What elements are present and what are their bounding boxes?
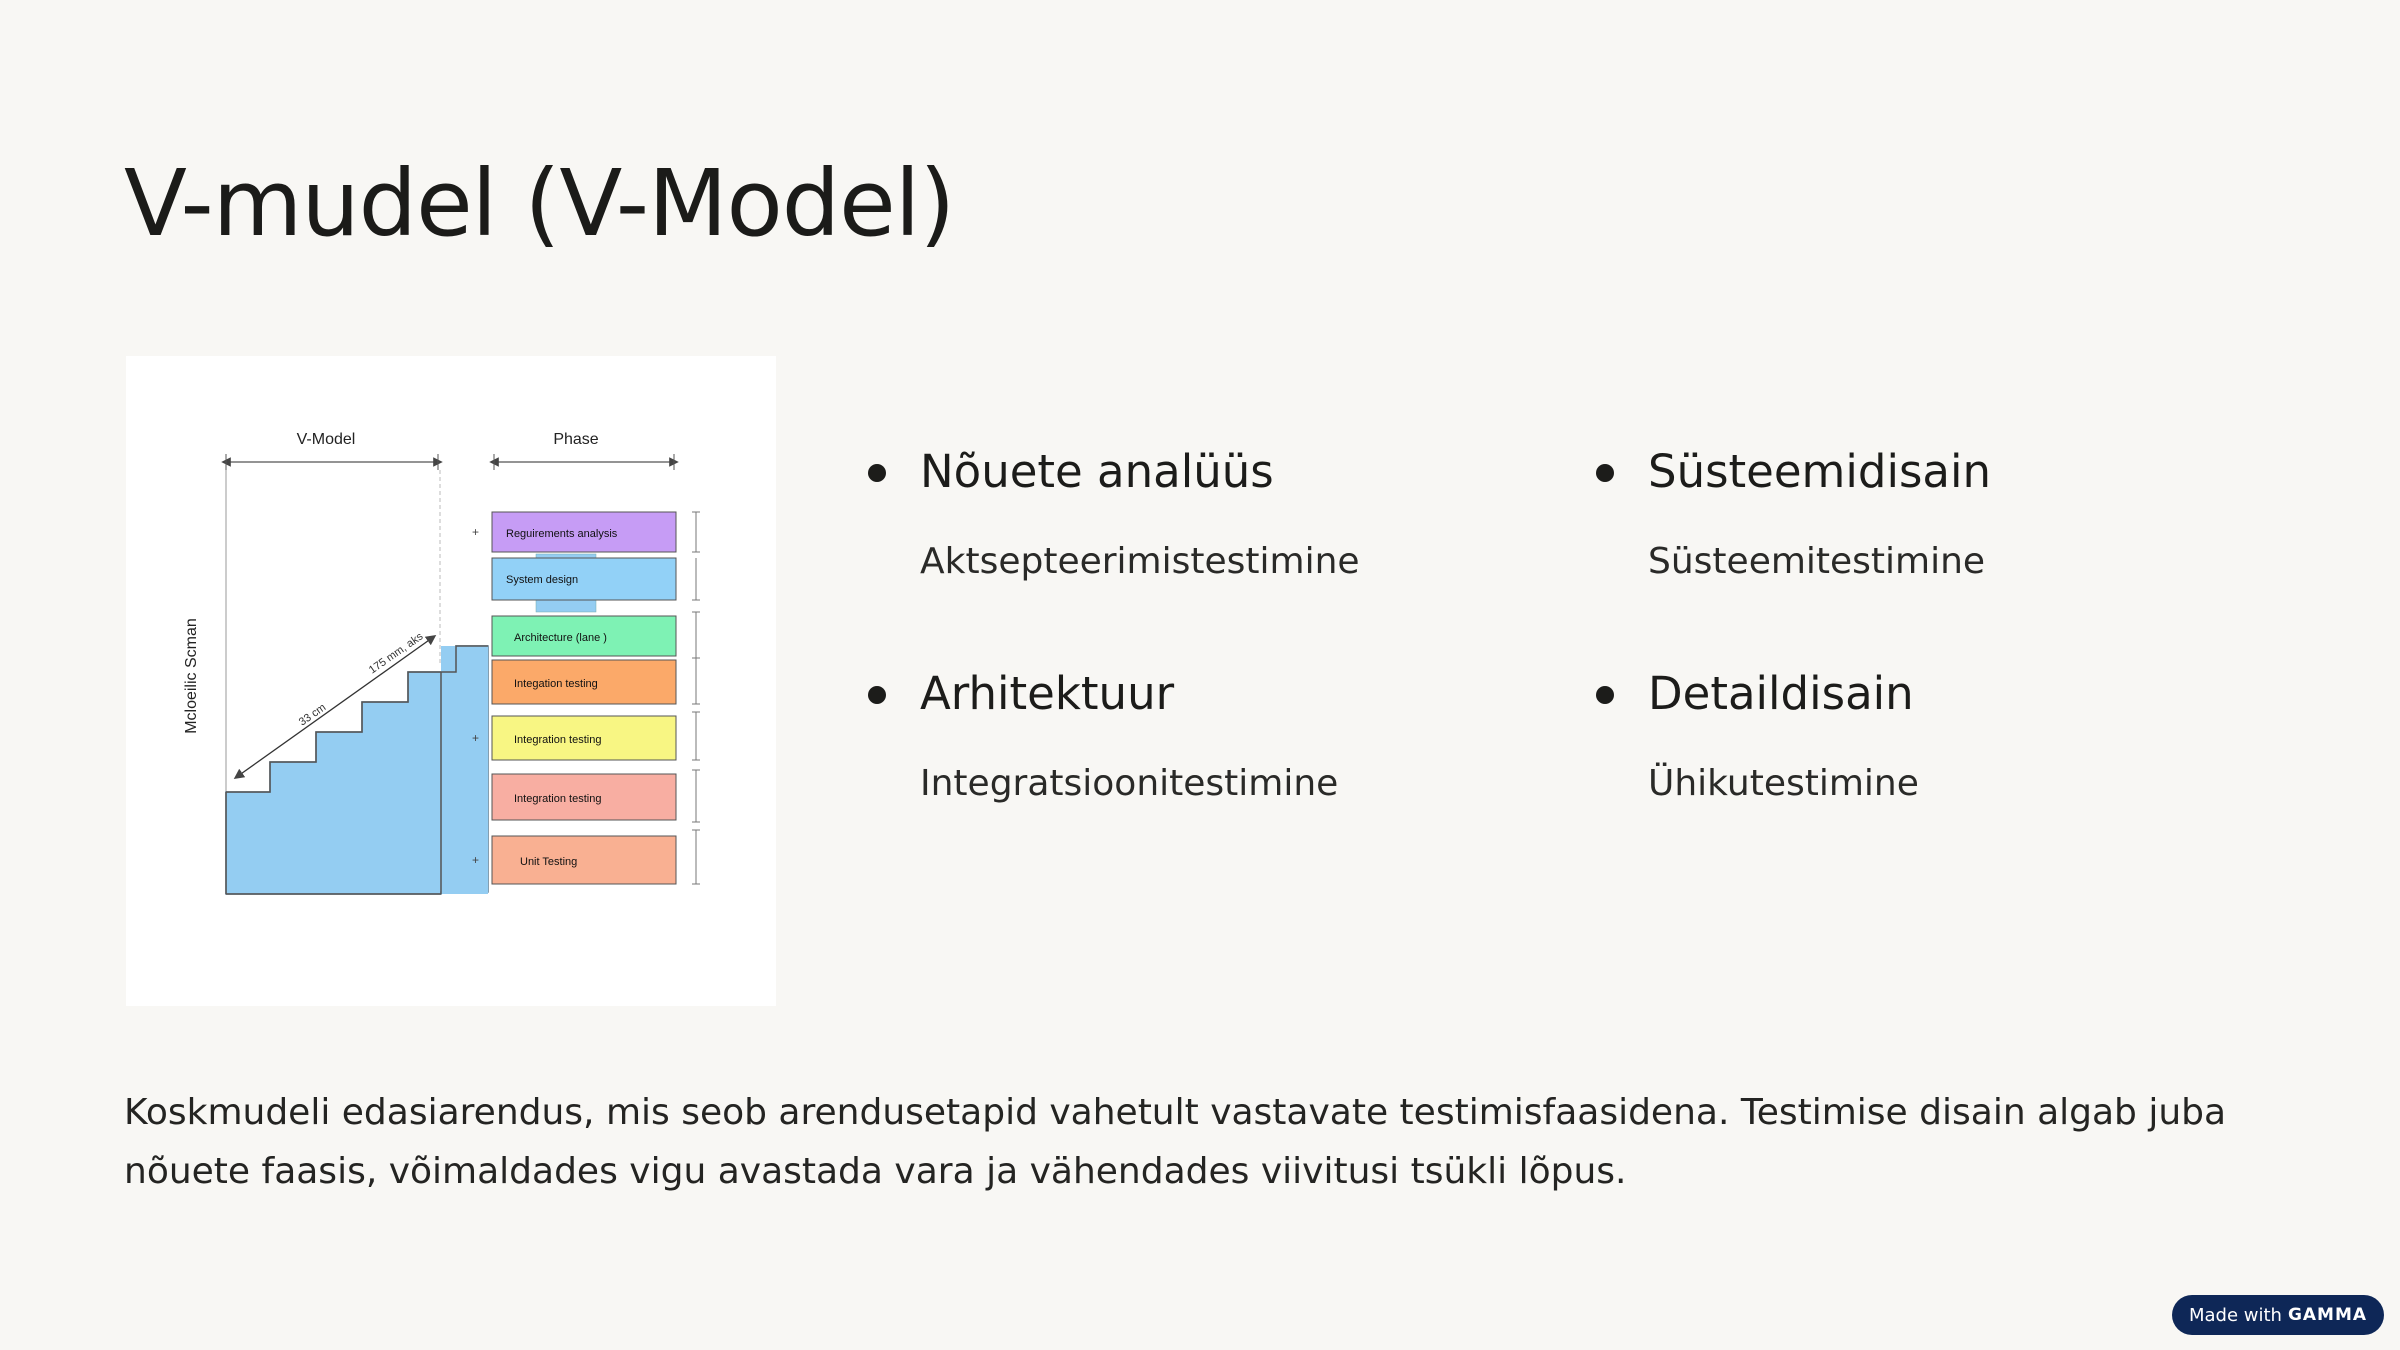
pair-title: Arhitektuur [920,667,1175,720]
bullet-dot [868,464,886,482]
made-with-gamma-badge[interactable] [2172,1295,2384,1335]
phase-block-4 [492,660,676,704]
phase-block-3 [492,616,676,656]
pair-subtitle: Integratsioonitestimine [920,763,1339,804]
slide-title: V-mudel (V-Model) [124,150,955,257]
phase-block-6 [492,774,676,820]
pair-title: Nõuete analüüs [920,445,1274,498]
figure-col-right-label: Phase [553,431,599,448]
svg-text:+: + [472,853,480,867]
pair-title: Detaildisain [1648,667,1914,720]
svg-text:Reguirements analysis: Reguirements analysis [506,528,618,540]
bullet-dot [1596,464,1614,482]
figure-col-left-label: V-Model [296,431,356,448]
svg-text:Integration testing: Integration testing [514,734,602,746]
svg-text:System design: System design [506,574,579,586]
svg-text:Unit Testing: Unit Testing [520,856,578,868]
svg-text:+: + [472,731,480,745]
pair-title: Süsteemidisain [1648,445,1991,498]
pair-subtitle: Ühikutestimine [1648,763,1919,804]
phase-test-pairs [860,440,2320,860]
phase-block-2 [492,558,676,600]
phase-block-5 [492,716,676,760]
figure-vertical-label: Mcloeilic Scman [183,618,200,734]
gamma-logo: GAMMA [2287,1305,2368,1325]
bullet-dot [868,686,886,704]
badge-prefix: Made with [2188,1304,2282,1326]
stair-dim-short: 33 cm [296,701,329,729]
pair-subtitle: Aktsepteerimistestimine [920,541,1360,582]
svg-text:Integation testing: Integation testing [514,678,598,690]
phase-block-1 [492,512,676,552]
phase-block-7 [492,836,676,884]
v-model-illustration [126,356,776,1006]
bullet-dot [1596,686,1614,704]
pair-subtitle: Süsteemitestimine [1648,541,1986,582]
svg-text:Architecture (lane ): Architecture (lane ) [514,632,607,644]
svg-text:Integration testing: Integration testing [514,793,602,805]
slide-description: Koskmudeli edasiarendus, mis seob arendusetapid vahetult vastavate testimisfaasidena. Testimise disain algab juba nõuete faasis, võimaldades vigu avastada vara ja vähendades viivitusi tsükli lõpus. [124,1092,2227,1192]
stair-dim-long: 175 mm, aks [366,630,426,677]
svg-text:+: + [472,525,480,539]
